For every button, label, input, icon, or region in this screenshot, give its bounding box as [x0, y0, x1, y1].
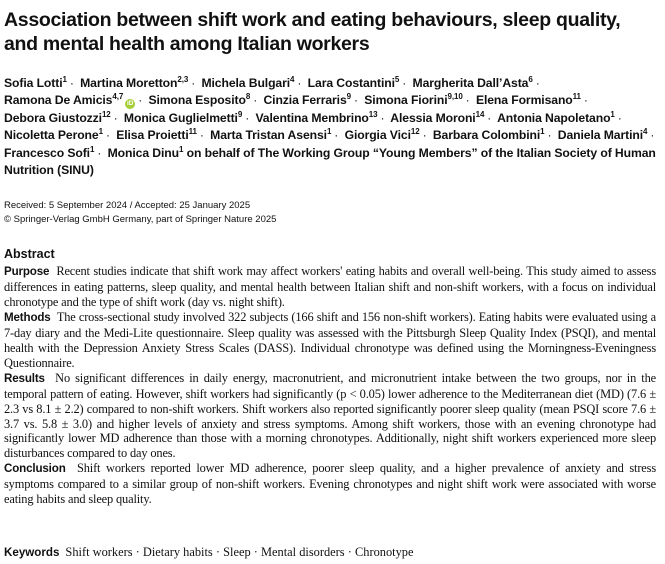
abstract-results	[4, 371, 656, 462]
author-group: on behalf of The Working Group “Young Members” of the Italian Society of Human Nutrition (SINU)	[4, 145, 656, 178]
author-affiliation: 13	[368, 109, 378, 119]
author-name-text: Lara Costantini	[307, 76, 395, 90]
author-name-text: Giorgia Vici	[344, 128, 411, 143]
author-name	[433, 128, 545, 142]
author-separator: ·	[97, 145, 102, 160]
author-name-text: Monica Guglielmetti	[123, 110, 238, 125]
author-affiliation: 1	[62, 75, 67, 84]
author-name	[255, 111, 377, 125]
author-separator: ·	[105, 128, 110, 143]
author-separator: ·	[380, 110, 385, 125]
keywords	[4, 545, 644, 560]
keyword-separator: ·	[253, 545, 258, 559]
author-name-text: Cinzia Ferraris	[263, 93, 347, 108]
author-separator: ·	[583, 93, 588, 108]
author-affiliation: 4,7	[112, 92, 124, 102]
author-name	[4, 111, 111, 125]
author-name	[124, 111, 242, 125]
author-name	[497, 111, 615, 125]
author-affiliation: 1	[178, 144, 184, 154]
author-affiliation: 14	[475, 109, 485, 119]
author-name-text: Elena Formisano	[475, 93, 573, 108]
author-name	[4, 146, 94, 160]
author-name	[80, 76, 188, 90]
publication-dates	[4, 199, 644, 227]
author-affiliation: 1	[98, 127, 103, 137]
author-name-text: Simona Fiorini	[364, 93, 448, 108]
author-separator: ·	[535, 76, 540, 90]
author-name	[345, 128, 420, 142]
author-separator: ·	[138, 93, 143, 108]
results-label: Results	[4, 371, 45, 385]
author-name	[108, 146, 184, 160]
author-separator: ·	[617, 110, 622, 125]
author-name-text: Debora Giustozzi	[4, 110, 102, 125]
author-separator: ·	[353, 93, 358, 108]
author-name-text: Alessia Moroni	[390, 110, 476, 125]
author-name-text: Michela Bulgari	[201, 76, 291, 90]
author-separator: ·	[650, 128, 655, 143]
author-affiliation: 8	[245, 92, 251, 102]
abstract-purpose	[4, 264, 656, 310]
author-name-text: Sofia Lotti	[4, 76, 63, 90]
author-name	[263, 93, 351, 107]
author-name	[4, 93, 135, 107]
author-name	[390, 111, 484, 125]
author-separator: ·	[245, 110, 250, 125]
author-name-text: Martina Moretton	[80, 76, 178, 90]
author-separator: ·	[191, 76, 196, 90]
author-name	[4, 76, 67, 90]
author-separator: ·	[253, 93, 258, 108]
author-name-text: Nicoletta Perone	[4, 128, 99, 143]
author-separator: ·	[422, 128, 427, 143]
article-title: Association between shift work and eating behaviours, sleep quality, and mental health among Italian workers	[4, 9, 621, 55]
author-affiliation: 1	[89, 144, 95, 154]
author-separator: ·	[547, 128, 552, 143]
keyword-item: Shift workers	[65, 545, 133, 559]
author-affiliation: 9,10	[447, 92, 463, 102]
author-separator: ·	[402, 76, 407, 90]
author-separator: ·	[199, 128, 204, 143]
author-affiliation: 11	[188, 127, 197, 137]
abstract-conclusion	[4, 461, 656, 507]
author-name-text: Ramona De Amicis	[4, 93, 113, 108]
keywords-label: Keywords	[4, 546, 60, 559]
abstract-body	[4, 264, 656, 507]
author-separator: ·	[69, 76, 74, 90]
keyword-list	[65, 545, 413, 559]
author-affiliation: 1	[326, 127, 332, 137]
abstract-heading: Abstract	[4, 247, 55, 261]
keyword-item: Sleep	[223, 545, 251, 559]
received-accepted-dates: Received: 5 September 2024 / Accepted: 25 January 2025	[4, 200, 251, 211]
author-separator: ·	[487, 110, 492, 125]
author-name	[210, 128, 331, 142]
methods-label: Methods	[4, 310, 51, 324]
author-separator: ·	[465, 93, 470, 108]
keyword-separator: ·	[215, 545, 220, 559]
results-text: No significant differences in daily energy, macronutrient, and micronutrient intake between the two groups, nor in the temporal pattern of eating. However, shift workers had significantly (p < 0.05) lower adherence to the Mediterranean diet (MD) (7.6 ± 2.3 vs 8.1 ± 2.2) compared to non-shift workers. Shift workers also reported significantly poorer sleep quality (mean PSQI score 7.6 ± 3.7 vs. 5.8 ± 3.0) and higher levels of anxiety and stress symptoms. Among shift workers, those with an evening chronotype had significantly lower MD adherence than those with a morning chronotypes. Additionally, night shift workers experienced more sleep disturbances compared to day ones.	[4, 370, 656, 461]
author-name-text: Daniela Martini	[557, 128, 643, 143]
orcid-icon[interactable]: iD	[127, 100, 134, 108]
author-name-text: Francesco Sofi	[4, 145, 90, 160]
methods-text: The cross-sectional study involved 322 subjects (166 shift and 156 non-shift workers). Eating habits were evaluated using a 7-day diary and the Medi-Lite questionnaire. Sleep quality was assessed with the Pittsburgh Sleep Quality Index (PSQI), and mental health with the Depression Anxiety Stress Scales (DASS). Individual chronotype was defined using the Morningness-Eveningness Questionnaire.	[4, 309, 657, 370]
author-affiliation: 12	[101, 109, 111, 119]
author-name-text: Margherita Dall’Asta	[412, 76, 529, 90]
author-affiliation: 2,3	[177, 75, 189, 84]
keyword-separator: ·	[347, 545, 352, 559]
author-name	[558, 128, 648, 142]
author-name	[148, 93, 250, 107]
author-affiliation: 1	[610, 109, 615, 119]
author-affiliation: 4	[642, 127, 648, 137]
author-list	[4, 75, 659, 179]
author-name-text: Simona Esposito	[148, 93, 246, 108]
author-name-text: Marta Tristan Asensi	[210, 128, 327, 143]
author-name	[201, 76, 294, 90]
author-name-text: Barbara Colombini	[432, 128, 541, 143]
author-name	[476, 93, 581, 107]
author-affiliation: 12	[410, 127, 420, 137]
keyword-separator: ·	[135, 545, 140, 559]
author-name-text: Monica Dinu	[107, 145, 179, 160]
copyright-notice: © Springer-Verlag GmbH Germany, part of Springer Nature 2025	[4, 214, 277, 225]
author-affiliation: 5	[394, 75, 400, 84]
keyword-item: Dietary habits	[142, 545, 213, 559]
author-name	[413, 76, 533, 90]
author-affiliation: 11	[572, 92, 581, 102]
author-affiliation: 9	[237, 109, 243, 119]
author-name-text: Valentina Membrino	[255, 110, 369, 125]
author-name-text: Elisa Proietti	[116, 128, 189, 143]
keyword-item: Mental disorders	[261, 545, 345, 559]
author-affiliation: 4	[290, 75, 295, 84]
author-name	[4, 128, 103, 142]
author-separator: ·	[113, 110, 118, 125]
author-name	[116, 128, 197, 142]
author-affiliation: 9	[346, 92, 351, 102]
author-name-text: Antonia Napoletano	[497, 110, 611, 125]
author-name	[308, 76, 400, 90]
author-name	[364, 93, 462, 107]
keyword-item: Chronotype	[354, 545, 414, 559]
purpose-text: Recent studies indicate that shift work may affect workers' eating habits and overall well-being. This study aimed to assess differences in eating patterns, sleep quality, and mental health between Italian shift and non-shift workers, with a focus on individual chronotype and the type of shift work (day vs. night shift).	[4, 264, 656, 309]
author-separator: ·	[297, 76, 302, 90]
author-affiliation: 6	[528, 75, 533, 84]
abstract-methods	[4, 310, 656, 371]
author-separator: ·	[334, 128, 339, 143]
author-affiliation: 1	[540, 127, 545, 137]
conclusion-text: Shift workers reported lower MD adherence, poorer sleep quality, and a higher prevalence of anxiety and stress symptoms compared to a similar group of non-shift workers. Evening chronotypes and night shift work were associated with worse eating habits and sleep quality.	[4, 461, 656, 507]
purpose-label: Purpose	[4, 265, 50, 278]
conclusion-label: Conclusion	[4, 462, 66, 476]
